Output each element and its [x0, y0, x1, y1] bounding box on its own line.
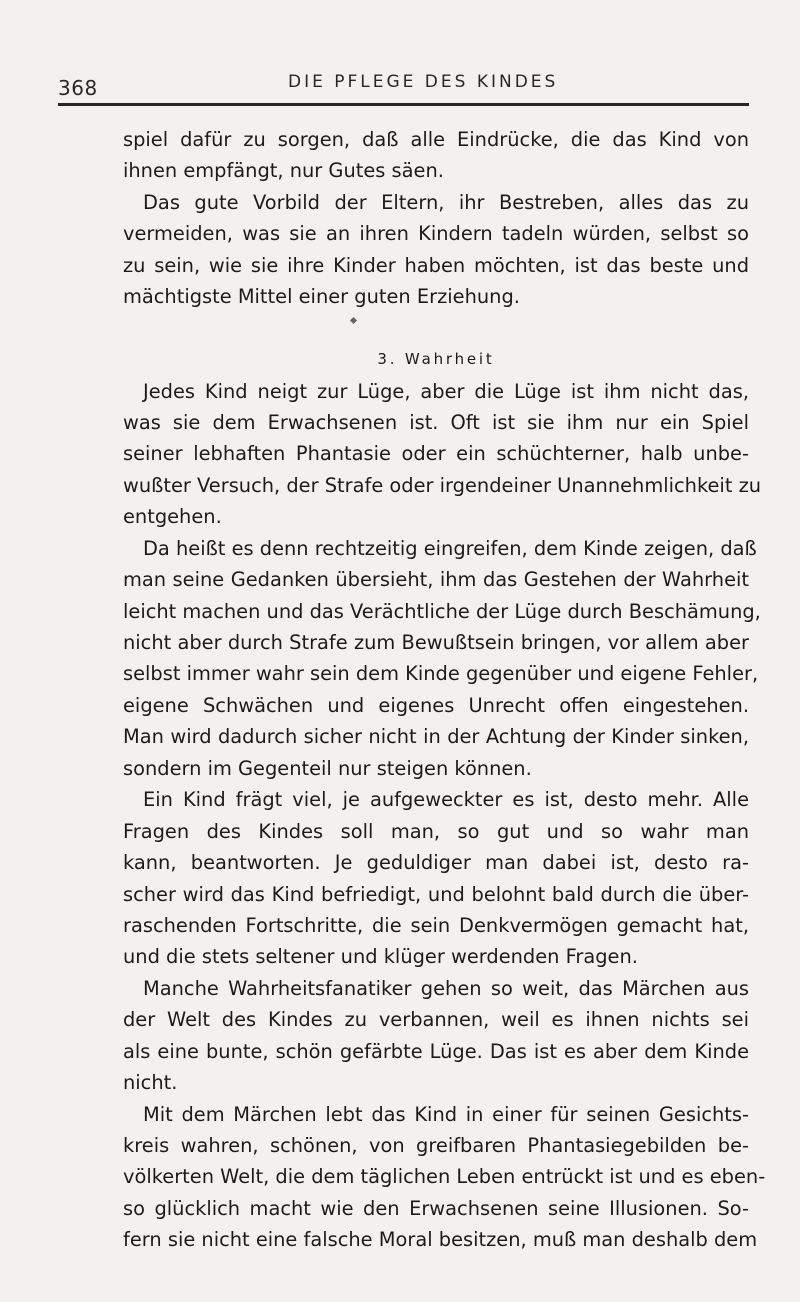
text-line: raschenden Fortschritte, die sein Denkvermögen gemacht hat,: [123, 913, 749, 937]
text-line: Jedes Kind neigt zur Lüge, aber die Lüge ist ihm nicht das,: [143, 379, 749, 403]
text-line: Da heißt es denn rechtzeitig eingreifen, dem Kinde zeigen, daß: [143, 536, 757, 560]
text-line: Ein Kind frägt viel, je aufgeweckter es ist, desto mehr. Alle: [143, 788, 749, 812]
text-line: mächtigste Mittel einer guten Erziehung.: [123, 285, 520, 309]
text-line: Mit dem Märchen lebt das Kind in einer für seinen Gesichts-: [143, 1102, 749, 1126]
text-line: selbst immer wahr sein dem Kinde gegenüber und eigene Fehler,: [123, 662, 759, 686]
text-line: Manche Wahrheitsfanatiker gehen so weit, das Märchen aus: [143, 976, 749, 1000]
blank-line: [123, 313, 749, 344]
text-line: man seine Gedanken übersieht, ihm das Gestehen der Wahrheit: [123, 568, 749, 592]
text-line: scher wird das Kind befriedigt, und belohnt bald durch die über-: [123, 882, 749, 906]
text-line: zu sein, wie sie ihre Kinder haben möchten, ist das beste und: [123, 253, 749, 277]
text-line: entgehen.: [123, 505, 222, 529]
body-text: [123, 124, 766, 1256]
text-line: Man wird dadurch sicher nicht in der Achtung der Kinder sinken,: [123, 725, 749, 749]
text-line: völkerten Welt, die dem täglichen Leben entrückt ist und es eben-: [123, 1165, 766, 1189]
text-line: sondern im Gegenteil nur steigen können.: [123, 756, 532, 780]
text-line: fern sie nicht eine falsche Moral besitzen, muß man deshalb dem: [123, 1228, 758, 1252]
text-line: so glücklich macht wie den Erwachsenen seine Illusionen. So-: [123, 1196, 749, 1220]
section-heading: 3. Wahrheit: [377, 350, 495, 369]
text-line: und die stets seltener und klüger werdenden Fragen.: [123, 945, 638, 969]
text-line: Das gute Vorbild der Eltern, ihr Bestreben, alles das zu: [143, 190, 749, 214]
text-line: kann, beantworten. Je geduldiger man dabei ist, desto ra-: [123, 851, 749, 875]
text-line: leicht machen und das Verächtliche der Lüge durch Beschämung,: [123, 599, 761, 623]
header-rule: [58, 103, 749, 106]
text-line: der Welt des Kindes zu verbannen, weil es ihnen nichts sei: [123, 1008, 749, 1032]
text-line: kreis wahren, schönen, von greifbaren Phantasiegebilden be-: [123, 1134, 749, 1157]
text-line: wußter Versuch, der Strafe oder irgendeiner Unannehmlichkeit zu: [123, 473, 762, 497]
text-line: ihnen empfängt, nur Gutes säen.: [123, 159, 444, 183]
text-line: spiel dafür zu sorgen, daß alle Eindrücke, die das Kind von: [123, 128, 749, 151]
text-line: eigene Schwächen und eigenes Unrecht offen eingestehen.: [123, 693, 749, 717]
text-line: nicht aber durch Strafe zum Bewußtsein bringen, vor allem aber: [123, 631, 749, 654]
page-number: 368: [58, 76, 98, 100]
text-line: nicht.: [123, 1071, 178, 1095]
text-line: als eine bunte, schön gefärbte Lüge. Das ist es aber dem Kinde: [123, 1039, 749, 1063]
text-line: seiner lebhaften Phantasie oder ein schüchterner, halb unbe-: [123, 442, 749, 466]
text-line: was sie dem Erwachsenen ist. Oft ist sie ihm nur ein Spiel: [123, 410, 749, 434]
text-line: Fragen des Kindes soll man, so gut und so wahr man: [123, 819, 749, 843]
running-title: DIE PFLEGE DES KINDES: [288, 72, 559, 92]
text-line: vermeiden, was sie an ihren Kindern tadeln würden, selbst so: [123, 222, 749, 246]
